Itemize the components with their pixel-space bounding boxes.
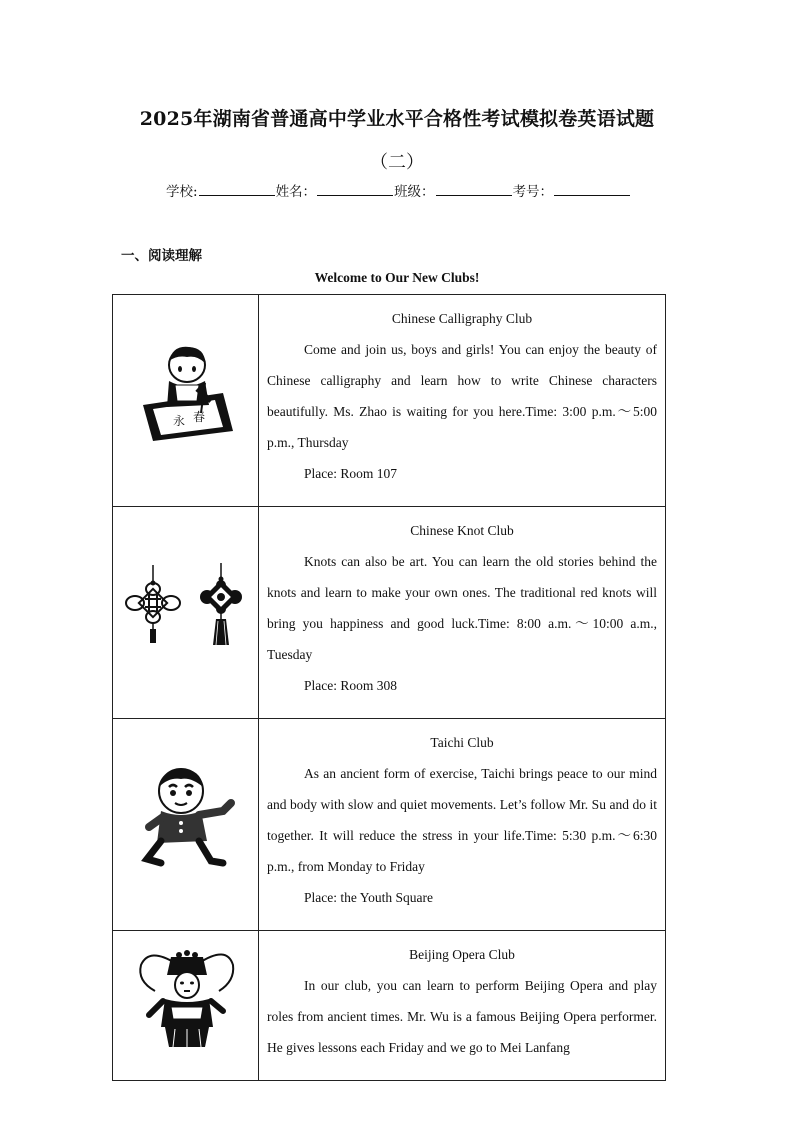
calligraphy-boy-illustration [139, 343, 235, 443]
chinese-knots-illustration [121, 563, 251, 647]
club-info-cell [259, 295, 666, 507]
table-row [113, 931, 666, 1081]
student-info-line [166, 180, 631, 200]
club-name: Chinese Knot Club [410, 523, 514, 538]
club-place: Place: Room 107 [304, 466, 397, 481]
class-blank[interactable] [436, 194, 512, 196]
number-blank[interactable] [554, 194, 630, 196]
opera-performer-illustration [135, 945, 239, 1053]
club-picture-cell [113, 931, 259, 1081]
club-picture-cell [113, 295, 259, 507]
club-picture-cell [113, 719, 259, 931]
club-name: Beijing Opera Club [409, 947, 515, 962]
school-label: 学校: [166, 184, 198, 200]
number-label: 考号： [512, 184, 554, 200]
table-row [113, 719, 666, 931]
taichi-boy-illustration [139, 765, 237, 869]
page-title: 2025年湖南省普通高中学业水平合格性考试模拟卷英语试题 [139, 108, 655, 130]
club-description: In our club, you can learn to perform Beijing Opera and play roles from ancient times. Mr. Wu is a famous Beijing Opera performer. He gives lessons each Friday and we go to Mei Lanfang [267, 978, 657, 1055]
table-row [113, 507, 666, 719]
club-picture-cell [113, 507, 259, 719]
svg-text:春: 春 [193, 410, 206, 424]
passage-title: Welcome to Our New Clubs! [314, 270, 480, 285]
table-row [113, 295, 666, 507]
club-description: Come and join us, boys and girls! You can enjoy the beauty of Chinese calligraphy and learn how to write Chinese characters beautifully. Ms. Zhao is waiting for you here.Time: 3:00 p.m.～5:00 p.m., Thursday [267, 342, 657, 450]
club-place: Place: the Youth Square [304, 890, 433, 905]
club-name: Chinese Calligraphy Club [391, 311, 533, 326]
svg-text:永: 永 [173, 414, 186, 428]
club-info-cell [259, 931, 666, 1081]
club-info-cell [259, 507, 666, 719]
class-label: 班级： [394, 184, 435, 200]
page-subtitle: （二） [370, 152, 424, 173]
name-label: 姓名： [275, 184, 317, 200]
club-description: Knots can also be art. You can learn the old stories behind the knots and learn to make your own ones. The traditional red knots will bring you happiness and good luck.Time: 8:00 a.m.～10:00 a.m., Tuesday [267, 554, 657, 662]
club-info-cell [259, 719, 666, 931]
club-description: As an ancient form of exercise, Taichi brings peace to our mind and body with slow and quiet movements. Let’s follow Mr. Su and do it together. It will reduce the stress in your life.Time: 5:30 p.m.～6:30 p.m., from Monday to Friday [267, 766, 657, 874]
club-name: Taichi Club [430, 735, 494, 750]
clubs-table [112, 294, 666, 1081]
club-place: Place: Room 308 [304, 678, 397, 693]
school-blank[interactable] [199, 194, 275, 196]
name-blank[interactable] [317, 194, 393, 196]
section-heading: 一、阅读理解 [121, 248, 202, 264]
